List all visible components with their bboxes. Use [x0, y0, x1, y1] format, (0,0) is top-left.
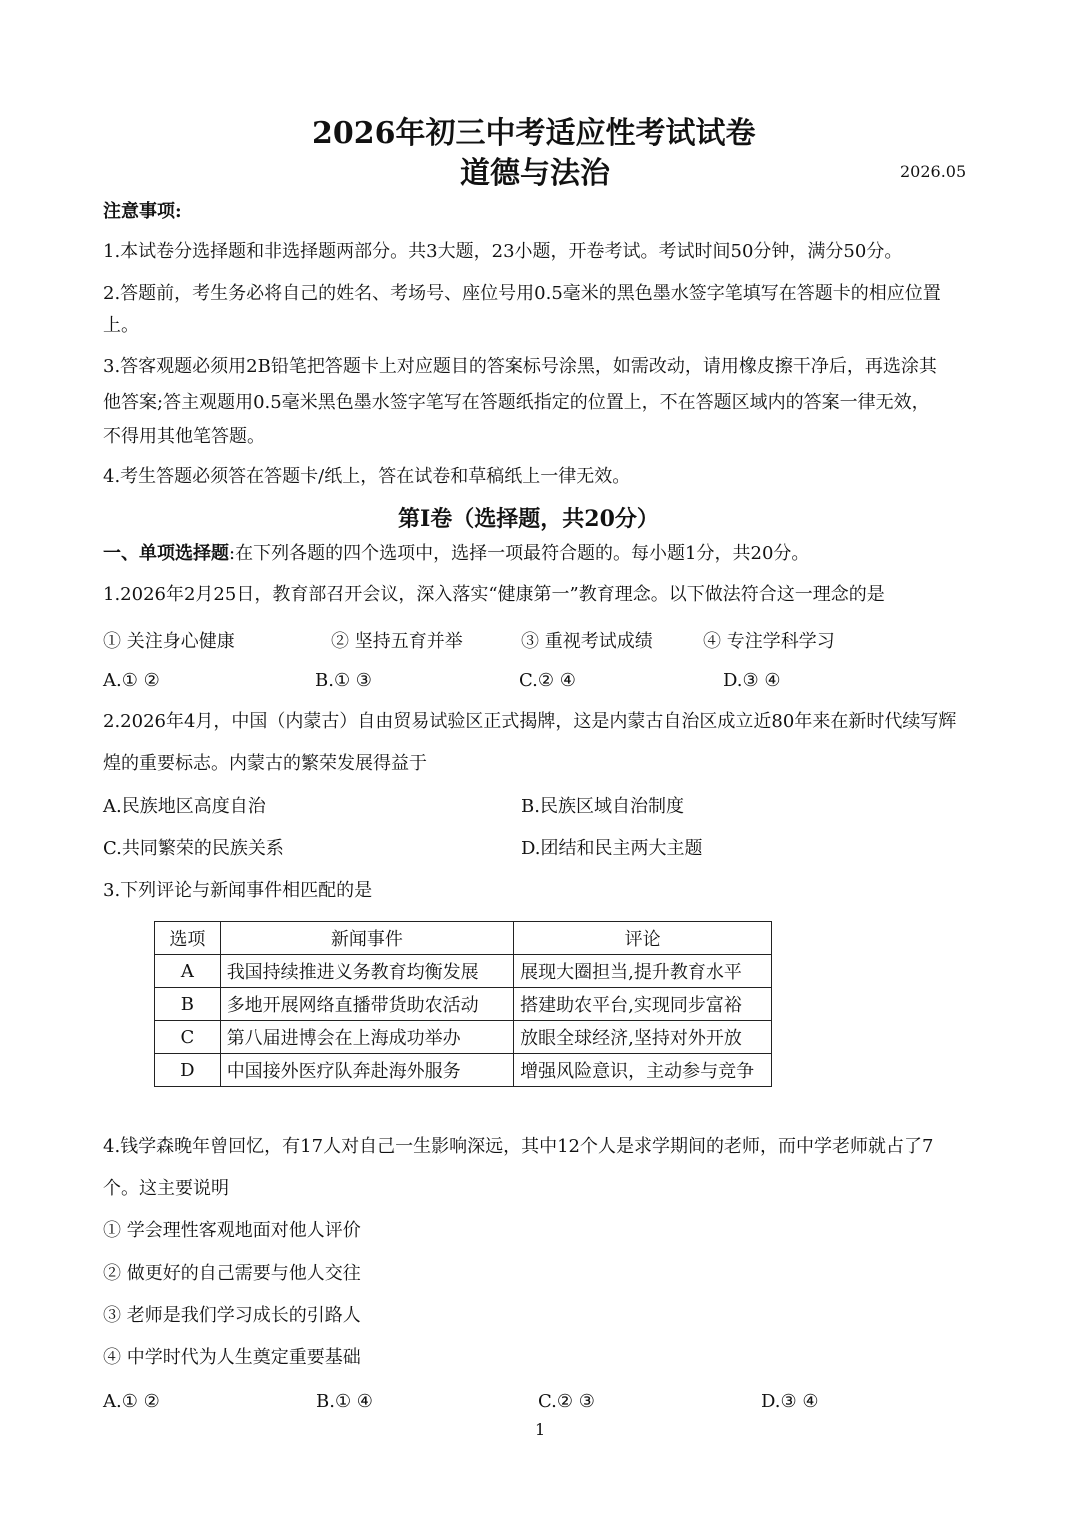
notice-heading: 注意事项: — [103, 201, 182, 222]
q4-stem-line-2: 个。这主要说明 — [103, 1178, 229, 1199]
table-row — [155, 1021, 772, 1054]
q4-stem-line-1: 4.钱学森晚年曾回忆，有17人对自己一生影响深远，其中12个人是求学期间的老师，而中学老师就占了7 — [103, 1136, 934, 1157]
table-row — [155, 988, 772, 1021]
notice-item-1: 1.本试卷分选择题和非选择题两部分。共3大题，23小题，开卷考试。考试时间50分钟，满分50分。 — [103, 241, 903, 262]
section-title: 第I卷（选择题，共20分） — [398, 506, 659, 532]
q4-item: ② 做更好的自己需要与他人交往 — [103, 1263, 361, 1284]
q1-option: B.① ③ — [315, 670, 372, 691]
page-number: 1 — [535, 1420, 546, 1439]
notice-item-2-line-2: 上。 — [103, 315, 139, 336]
instruction-bold: 一、单项选择题 — [103, 543, 229, 564]
table-header-cell: 选项 — [155, 922, 221, 955]
table-header-cell: 新闻事件 — [220, 922, 513, 955]
table-cell: 中国接外医疗队奔赴海外服务 — [220, 1054, 513, 1087]
q4-item: ① 学会理性客观地面对他人评价 — [103, 1220, 361, 1241]
table-cell: 增强风险意识，主动参与竞争 — [514, 1054, 772, 1087]
notice-item-2-line-1: 2.答题前，考生务必将自己的姓名、考场号、座位号用0.5毫米的黑色墨水签字笔填写在答题卡的相应位置 — [103, 283, 941, 304]
notice-item-3-line-1: 3.答客观题必须用2B铅笔把答题卡上对应题目的答案标号涂黑，如需改动，请用橡皮擦干净后，再选涂其 — [103, 356, 937, 377]
q4-option: C.② ③ — [538, 1391, 595, 1412]
table-cell: 第八届进博会在上海成功举办 — [220, 1021, 513, 1054]
q4-item: ④ 中学时代为人生奠定重要基础 — [103, 1347, 361, 1368]
table-header-cell: 评论 — [514, 922, 772, 955]
table-cell: 放眼全球经济,坚持对外开放 — [514, 1021, 772, 1054]
table-cell: B — [155, 988, 221, 1021]
table-row — [155, 955, 772, 988]
table-row — [155, 1054, 772, 1087]
exam-date: 2026.05 — [900, 162, 967, 181]
q3-table — [154, 921, 772, 1087]
table-cell: 多地开展网络直播带货助农活动 — [220, 988, 513, 1021]
q4-item: ③ 老师是我们学习成长的引路人 — [103, 1305, 361, 1326]
q3-stem: 3.下列评论与新闻事件相匹配的是 — [103, 880, 373, 901]
q2-option-c: C.共同繁荣的民族关系 — [103, 838, 284, 859]
q1-items — [103, 627, 835, 653]
notice-item-4: 4.考生答题必须答在答题卡/纸上，答在试卷和草稿纸上一律无效。 — [103, 466, 631, 487]
table-cell: A — [155, 955, 221, 988]
q1-option: C.② ④ — [519, 670, 576, 691]
q4-options — [103, 1391, 819, 1412]
q2-stem-line-1: 2.2026年4月，中国（内蒙古）自由贸易试验区正式揭牌，这是内蒙古自治区成立近80年来在新时代续写辉 — [103, 711, 957, 732]
q4-option: B.① ④ — [316, 1391, 373, 1412]
q1-item: ③ 重视考试成绩 — [521, 631, 653, 652]
table-cell: C — [155, 1021, 221, 1054]
exam-title: 2026年初三中考适应性考试试卷 — [312, 116, 756, 151]
q4-option: D.③ ④ — [761, 1391, 819, 1412]
q1-item: ④ 专注学科学习 — [703, 631, 835, 652]
q1-item: ② 坚持五育并举 — [331, 631, 463, 652]
q1-item: ① 关注身心健康 — [103, 631, 235, 652]
q1-options — [103, 670, 781, 691]
table-cell: 我国持续推进义务教育均衡发展 — [220, 955, 513, 988]
table-cell: D — [155, 1054, 221, 1087]
q2-option-a: A.民族地区高度自治 — [103, 796, 266, 817]
table-cell: 展现大圈担当,提升教育水平 — [514, 955, 772, 988]
q2-option-b: B.民族区域自治制度 — [521, 796, 684, 817]
notice-item-3-line-3: 不得用其他笔答题。 — [103, 426, 265, 447]
q1-option: D.③ ④ — [723, 670, 781, 691]
notice-item-3-line-2: 他答案;答主观题用0.5毫米黑色墨水签字笔写在答题纸指定的位置上，不在答题区域内的答案一律无效， — [103, 392, 930, 413]
subject-title: 道德与法治 — [460, 156, 610, 191]
q2-stem-line-2: 煌的重要标志。内蒙古的繁荣发展得益于 — [103, 753, 427, 774]
q2-option-d: D.团结和民主两大主题 — [521, 838, 703, 859]
section-instruction — [103, 544, 809, 564]
q4-option: A.① ② — [103, 1391, 160, 1412]
q1-stem: 1.2026年2月25日，教育部召开会议，深入落实“健康第一”教育理念。以下做法符合这一理念的是 — [103, 584, 885, 605]
q1-option: A.① ② — [103, 670, 160, 691]
instruction-rest: :在下列各题的四个选项中，选择一项最符合题的。每小题1分，共20分。 — [229, 543, 810, 564]
table-header-row — [155, 922, 772, 955]
table-cell: 搭建助农平台,实现同步富裕 — [514, 988, 772, 1021]
